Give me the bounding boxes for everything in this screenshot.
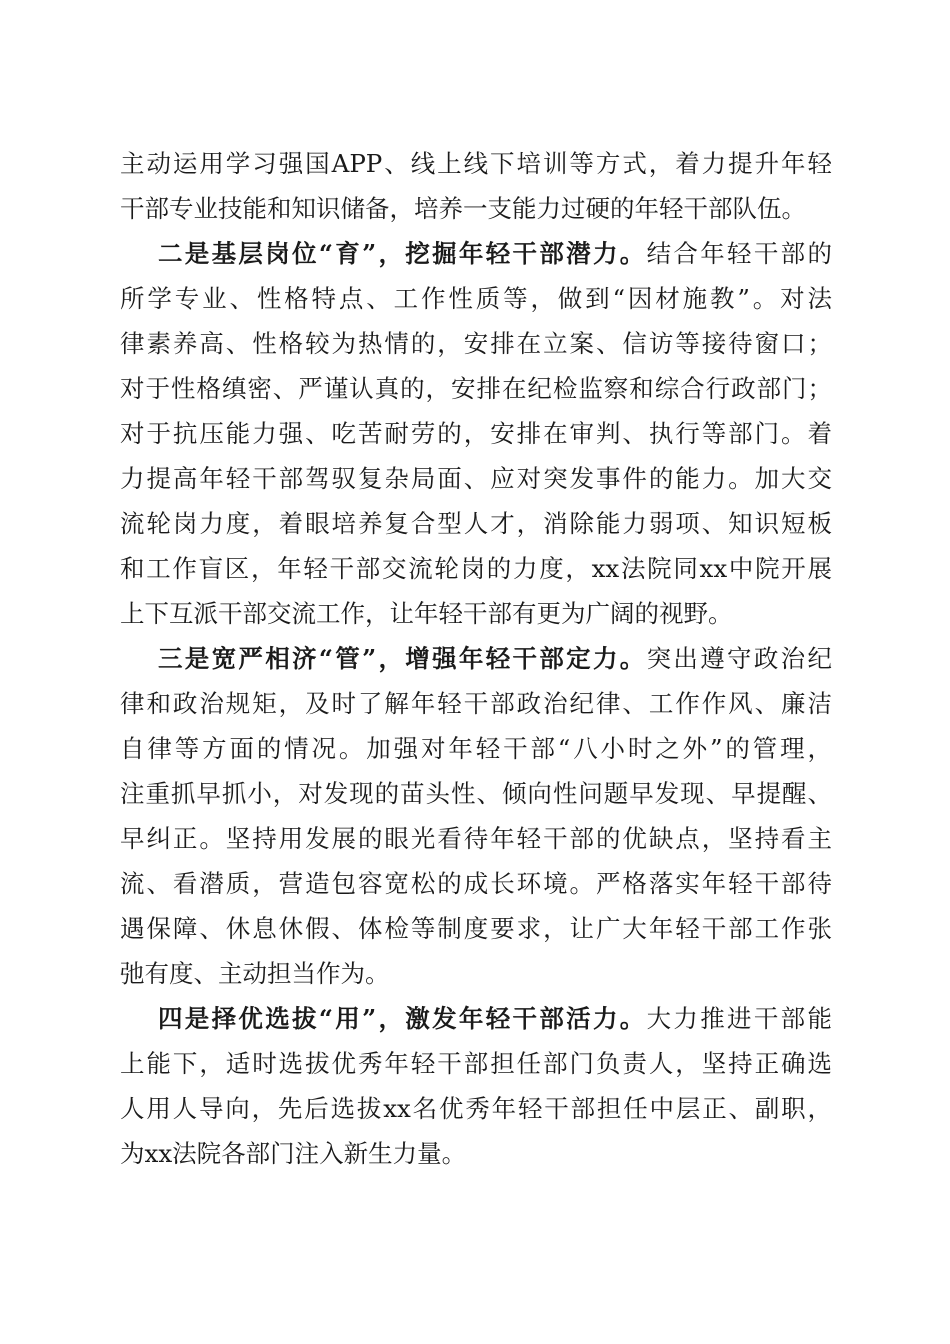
text-line: 为xx法院各部门注入新生力量。: [120, 1139, 467, 1168]
text-line: 弛有度、主动担当作为。: [120, 959, 390, 988]
paragraph-heading: 四是择优选拔“用”，激发年轻干部活力。: [158, 1004, 647, 1033]
paragraph-text: 大力推进干部能: [646, 1004, 832, 1033]
text-line: 注重抓早抓小，对发现的苗头性、倾向性问题早发现、早提醒、: [120, 779, 832, 808]
paragraph-heading: 三是宽严相济“管”，增强年轻干部定力。: [158, 644, 647, 673]
paragraph-heading: 二是基层岗位“育”，挖掘年轻干部潜力。: [158, 239, 647, 268]
text-line: 上下互派干部交流工作，让年轻干部有更为广阔的视野。: [120, 599, 733, 628]
text-line: 流、看潜质，营造包容宽松的成长环境。严格落实年轻干部待: [120, 869, 832, 898]
text-line: 自律等方面的情况。加强对年轻干部“八小时之外”的管理，: [120, 734, 832, 763]
paragraph-first-line: [158, 999, 832, 1039]
text-line: 人用人导向，先后选拔xx名优秀年轻干部担任中层正、副职，: [120, 1094, 832, 1123]
paragraph-text: 突出遵守政治纪: [646, 644, 832, 673]
text-line: 律和政治规矩，及时了解年轻干部政治纪律、工作作风、廉洁: [120, 689, 832, 718]
text-line: 流轮岗力度，着眼培养复合型人才，消除能力弱项、知识短板: [120, 509, 832, 538]
text-line: 对于抗压能力强、吃苦耐劳的，安排在审判、执行等部门。着: [120, 419, 832, 448]
text-line: 和工作盲区，年轻干部交流轮岗的力度，xx法院同xx中院开展: [120, 554, 832, 583]
text-line: 遇保障、休息休假、体检等制度要求，让广大年轻干部工作张: [120, 914, 832, 943]
text-line: 所学专业、性格特点、工作性质等，做到“因材施教”。对法: [120, 284, 832, 313]
text-line: 对于性格缜密、严谨认真的，安排在纪检监察和综合行政部门；: [120, 374, 832, 403]
text-line: 主动运用学习强国APP、线上线下培训等方式，着力提升年轻: [120, 149, 832, 178]
paragraph-first-line: [158, 234, 832, 274]
paragraph-first-line: [158, 639, 832, 679]
text-line: 力提高年轻干部驾驭复杂局面、应对突发事件的能力。加大交: [120, 464, 832, 493]
paragraph-text: 结合年轻干部的: [646, 239, 832, 268]
text-line: 上能下，适时选拔优秀年轻干部担任部门负责人，坚持正确选: [120, 1049, 832, 1078]
text-line: 律素养高、性格较为热情的，安排在立案、信访等接待窗口；: [120, 329, 832, 358]
text-line: 干部专业技能和知识储备，培养一支能力过硬的年轻干部队伍。: [120, 194, 806, 223]
text-line: 早纠正。坚持用发展的眼光看待年轻干部的优缺点，坚持看主: [120, 824, 832, 853]
